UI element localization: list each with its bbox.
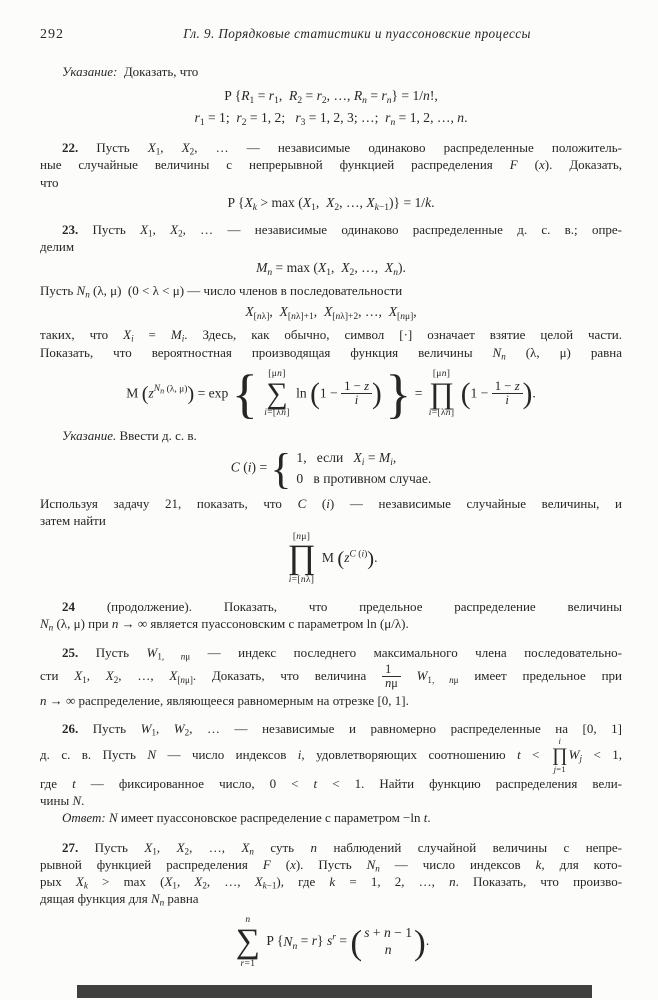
problem-26-line: 26. Пусть $W_1$, $W_2$, … — независимые и равномерно распределенные на [0, 1]	[62, 721, 622, 738]
problem-25-line: n → ∞ распределение, являющееся равномерным на отрезке [0, 1].	[40, 692, 409, 708]
problem-25-line: сти $X_1$, $X_2$, …, $X_{[n\mu]}$. Доказать, что величина $\frac{1}{n\mu}$ $W_{1, n\mu}$ имеет предельное при	[40, 662, 623, 691]
problem-23-line: Показать, что вероятностная производящая функция величины $N_n$ (λ, μ) равна	[40, 344, 622, 362]
page-number: 292	[40, 27, 64, 42]
problem-23-line: Пусть $N_n$ (λ, μ) (0 < λ < μ) — число членов в последовательности	[40, 283, 403, 300]
problem-26-line: д. с. в. Пусть N — число индексов i, удовлетворяющих соотношению t < i ∏ j=1 $W_j < 1$,	[40, 736, 622, 775]
product-operator: [nμ] ∏ i=[nλ]	[287, 531, 316, 585]
chapter-title: Гл. 9. Порядковые статистики и пуассоновские процессы	[183, 26, 531, 41]
formula-generating-function: M $(z^{N_n (\lambda, \mu)}) = \exp$ { [μn] ∑ i=[λn] ln (1 − $\frac{1 - z}{i}$ ) } = [μn] ∏ i=[λn] (1 − $\frac{1 - z}{i}$ ).	[126, 364, 536, 424]
problem-22-line: 22. Пусть $X_1$, $X_2$, … — независимые одинаково распределенные положитель-	[62, 140, 622, 157]
problem-26-line: где t — фиксированное число, 0 < t < 1. Найти функцию распределения вели-	[40, 775, 622, 791]
product-operator: [μn] ∏ i=[λn]	[428, 368, 455, 419]
formula-sequence: $X_{[n\lambda]}$, $X_{[n\lambda]+1}$, $X_{[n\lambda]+2}$, …, $X_{[n\mu]}$,	[245, 304, 417, 323]
problem-27-line: рых $X_k > \max (X_1$, $X_2$, …, $X_{k-1}$), где k = 1, 2, …, n. Показать, что произво-	[40, 873, 623, 891]
fraction: $\frac{1 - z}{i}$	[492, 380, 523, 408]
running-header	[40, 26, 622, 43]
inline-fraction: $\frac{1}{n\mu}$	[382, 663, 401, 690]
problem-24-line: $N_n$ (λ, μ) при n → ∞ является пуассоновским с параметром ln (μ/λ).	[40, 615, 409, 633]
problem-24-line: 24 (продолжение). Показать, что предельное распределение величины	[62, 598, 622, 614]
formula-rank-values: $r_1 = 1$; $r_2 = 1$, 2; $r_3 = 1$, 2, 3; …; $r_n = 1$, 2, …, n.	[194, 110, 468, 129]
formula-max-definition: $M_n = \max (X_1$, $X_2$, …, $X_n$).	[256, 260, 406, 279]
problem-23-line: делим	[40, 239, 75, 255]
fraction: $\frac{1 - z}{i}$	[341, 380, 372, 408]
problem-27-line: дящая функция для $N_n$ равна	[40, 891, 199, 908]
cases-body: 1, если $X_i = M_i$, 0 в противном случае.	[296, 450, 432, 486]
hint-body-line: затем найти	[40, 513, 106, 529]
scan-artifact-bar	[77, 985, 592, 998]
formula-problem-22: P {$X_k > \max (X_1$, $X_2$, …, $X_{k-1})\} = 1/k$.	[227, 194, 435, 213]
formula-problem-27: n ∑ r=1 P $\{N_n = r\} s^r$ = ( s + n − 1 n ).	[235, 915, 430, 969]
sum-operator: [μn] ∑ i=[λn]	[264, 368, 290, 419]
problem-26-line: чины N.	[40, 793, 85, 809]
problem-27-line: рывной функцией распределения F (x). Пусть $N_n$ — число индексов k, для кото-	[40, 856, 622, 874]
problem-27-line: 27. Пусть $X_1$, $X_2$, …, $X_n$ суть n наблюдений случайной величины с непре-	[62, 839, 622, 857]
sum-operator: n ∑ r=1	[235, 915, 261, 969]
formula-cases: C (i) = { 1, если $X_i = M_i$, 0 в противном случае.	[230, 444, 432, 493]
problem-23-line: таких, что $X_i = M_i$. Здесь, как обычно, символ [·] означает взятие целой части.	[40, 327, 622, 345]
formula-rank-probability: P {$R_1 = r_1$, $R_2 = r_2$, …, $R_n = r_n\} = 1/n$!,	[224, 88, 438, 107]
hint-lead-line: Указание. Ввести д. с. в.	[62, 428, 197, 444]
problem-22-line: что	[40, 174, 59, 190]
problem-22-line: ные случайные величины с непрерывной функцией распределения F (x). Доказать,	[40, 157, 622, 173]
problem-23-line: 23. Пусть $X_1$, $X_2$, … — независимые одинаково распределенные д. с. в.; опре-	[62, 221, 623, 239]
hint-body-line: Используя задачу 21, показать, что C (i) — независимые случайные величины, и	[40, 496, 622, 512]
problem-26-answer-line: Ответ: N имеет пуассоновское распределение с параметром −ln t.	[62, 810, 431, 826]
binomial-coefficient: s + n − 1 n	[364, 925, 413, 958]
problem-25-line: 25. Пусть $W_{1, n\mu}$ — индекс последнего максимального члена последовательно-	[62, 645, 623, 662]
formula-product-expectation: [nμ] ∏ i=[nλ] M $(z^{C (i)})$.	[287, 531, 378, 585]
hint-lead-line: Указание: Доказать, что	[62, 64, 199, 79]
product-operator: i ∏ j=1	[551, 736, 568, 775]
